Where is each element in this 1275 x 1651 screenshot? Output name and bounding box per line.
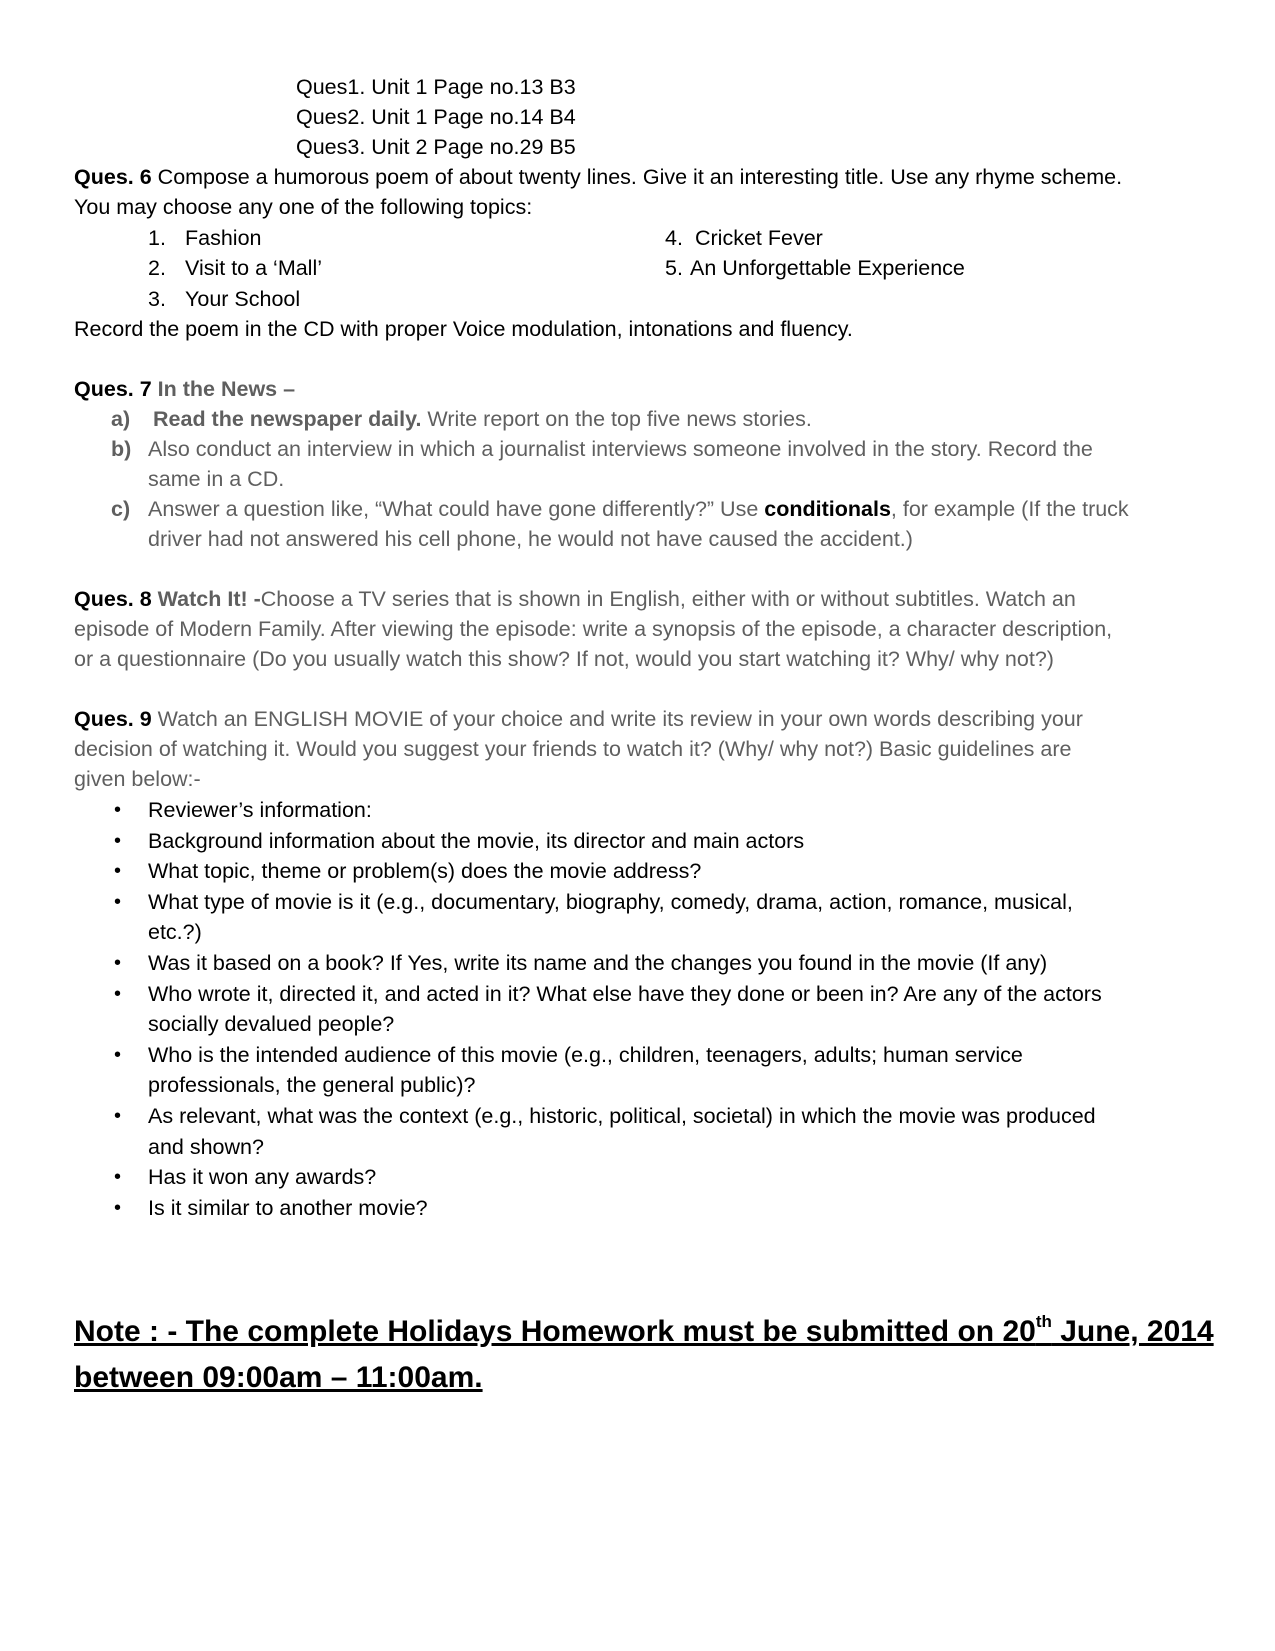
guideline-item-6: Who wrote it, directed it, and acted in it? What else have they done or been in? Are any of the actors (148, 981, 1102, 1006)
q7-a-rest: Write report on the top five news stories. (421, 407, 812, 431)
q6-closing: Record the poem in the CD with proper Voice modulation, intonations and fluency. (74, 317, 853, 341)
q9-text-1: Watch an ENGLISH MOVIE of your choice and write its review in your own words describing your (151, 707, 1083, 731)
q6-label: Ques. 6 (74, 165, 152, 189)
note-post: June, 2014 (1051, 1315, 1214, 1348)
guideline-item-4: What type of movie is it (e.g., documentary, biography, comedy, drama, action, romance, musical, (148, 889, 1073, 914)
q7-c-line-1 (148, 494, 1129, 524)
topic-text-4: Cricket Fever (695, 226, 823, 250)
q9-line-1 (74, 704, 1083, 734)
q7-c-marker: c) (111, 497, 131, 521)
guideline-item-2: Background information about the movie, its director and main actors (148, 828, 805, 853)
guideline-item-4-cont: etc.?) (148, 920, 202, 945)
ref-line-2: Ques2. Unit 1 Page no.14 B4 (296, 105, 576, 129)
topic-item-5 (665, 253, 683, 283)
q7-label: Ques. 7 (74, 377, 152, 401)
q7-c-line-2: driver had not answered his cell phone, he would not have caused the accident.) (148, 527, 913, 551)
topic-number: 3. (148, 287, 166, 311)
note-line-1 (74, 1310, 1214, 1354)
q6-line-2: You may choose any one of the following topics: (74, 195, 533, 219)
q9-label: Ques. 9 (74, 707, 152, 731)
note-pre: Note : - The complete Holidays Homework must be submitted on 20 (74, 1315, 1036, 1348)
q8-line-3: or a questionnaire (Do you usually watch this show? If not, would you start watching it? Why/ why not?) (74, 647, 1054, 671)
bullet-icon: • (114, 1166, 122, 1189)
q9-line-3: given below:- (74, 767, 201, 791)
guideline-item-10: Is it similar to another movie? (148, 1195, 428, 1220)
note-line-2: between 09:00am – 11:00am. (74, 1361, 483, 1394)
bullet-icon: • (114, 860, 122, 883)
bullet-icon: • (114, 1105, 122, 1127)
bullet-icon: • (114, 829, 122, 852)
guideline-item-1: Reviewer’s information: (148, 798, 372, 822)
q7-c-pre: Answer a question like, “What could have gone differently?” Use (148, 497, 765, 521)
topic-text-3: Your School (185, 287, 301, 311)
bullet-icon: • (114, 982, 122, 1005)
topic-number: 1. (148, 226, 166, 250)
bullet-icon: • (114, 1043, 122, 1066)
ref-line-1: Ques1. Unit 1 Page no.13 B3 (296, 75, 576, 99)
bullet-icon: • (114, 890, 122, 913)
topic-number: 2. (148, 256, 166, 280)
topic-text-2: Visit to a ‘Mall’ (185, 256, 323, 280)
topic-item-2 (148, 253, 166, 283)
q7-a-marker: a) (111, 407, 131, 431)
guideline-item-8: As relevant, what was the context (e.g., historic, political, societal) in which the movie was produced (148, 1104, 1096, 1128)
guideline-item-3: What topic, theme or problem(s) does the movie address? (148, 859, 702, 884)
guideline-item-5: Was it based on a book? If Yes, write its name and the changes you found in the movie (If any) (148, 951, 1048, 975)
guideline-item-9: Has it won any awards? (148, 1165, 377, 1190)
q6-text-1: Compose a humorous poem of about twenty lines. Give it an interesting title. Use any rhyme scheme. (151, 165, 1123, 189)
bullet-icon: • (114, 1196, 122, 1219)
topic-text-1: Fashion (185, 226, 262, 250)
guideline-item-7-cont: professionals, the general public)? (148, 1073, 476, 1098)
q8-line-1 (74, 584, 1076, 614)
q7-b-line-1: Also conduct an interview in which a journalist interviews someone involved in the story. Record the (148, 437, 1093, 461)
topic-number: 4. (665, 226, 683, 250)
ref-line-3: Ques3. Unit 2 Page no.29 B5 (296, 135, 576, 159)
guideline-item-6-cont: socially devalued people? (148, 1012, 395, 1037)
q7-a-text (153, 404, 812, 434)
topic-item-3 (148, 284, 166, 314)
q7-title: In the News – (157, 377, 296, 401)
q8-line-2: episode of Modern Family. After viewing the episode: write a synopsis of the episode, a character description, (74, 617, 1113, 641)
q7-a-bold: Read the newspaper daily. (153, 407, 422, 431)
bullet-icon: • (114, 799, 122, 821)
guideline-item-8-cont: and shown? (148, 1134, 264, 1159)
q8-title: Watch It! - (157, 587, 261, 611)
q7-heading (74, 374, 295, 404)
q6-line-1 (74, 162, 1122, 192)
topic-item-4 (665, 223, 683, 253)
q9-line-2: decision of watching it. Would you suggest your friends to watch it? (Why/ why not?) Basic guidelines are (74, 737, 1072, 761)
q7-b-marker: b) (111, 437, 132, 461)
bullet-icon: • (114, 952, 122, 974)
q8-label: Ques. 8 (74, 587, 152, 611)
guideline-item-7: Who is the intended audience of this movie (e.g., children, teenagers, adults; human service (148, 1042, 1023, 1067)
topic-number: 5. (665, 256, 683, 280)
topic-item-1 (148, 223, 166, 253)
topic-text-5: An Unforgettable Experience (690, 256, 965, 280)
q7-c-post: , for example (If the truck (890, 497, 1129, 521)
note-superscript: th (1035, 1312, 1052, 1331)
q7-c-bold: conditionals (764, 497, 891, 521)
q7-b-line-2: same in a CD. (148, 467, 285, 491)
q8-text-1: Choose a TV series that is shown in English, either with or without subtitles. Watch an (260, 587, 1076, 611)
